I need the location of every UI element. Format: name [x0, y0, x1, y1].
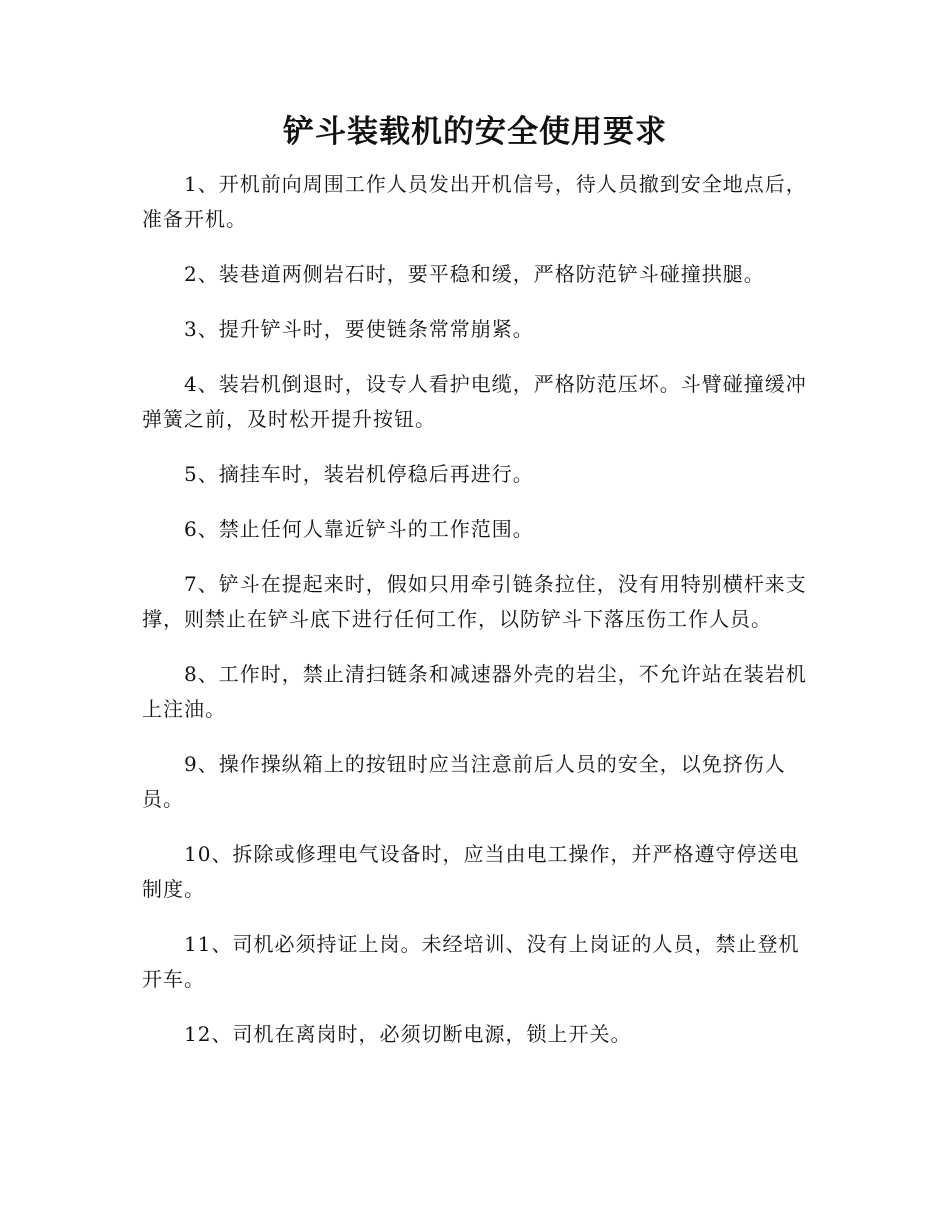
- paragraph-9: 9、操作操纵箱上的按钮时应当注意前后人员的安全，以免挤伤人员。: [142, 752, 786, 811]
- paragraph-10: 10、拆除或修理电气设备时，应当由电工操作，并严格遵守停送电制度。: [142, 842, 800, 901]
- paragraph-1: 1、开机前向周围工作人员发出开机信号，待人员撤到安全地点后，准备开机。: [142, 172, 807, 231]
- paragraph-11: 11、司机必须持证上岗。未经培训、没有上岗证的人员，禁止登机开车。: [142, 932, 800, 991]
- paragraph-5: 5、摘挂车时，装岩机停稳后再进行。: [184, 462, 534, 486]
- paragraph-12: 12、司机在离岗时，必须切断电源，锁上开关。: [184, 1022, 632, 1046]
- paragraph-6: 6、禁止任何人靠近铲斗的工作范围。: [184, 517, 534, 541]
- paragraph-7: 7、铲斗在提起来时，假如只用牵引链条拉住，没有用特别横杆来支撑，则禁止在铲斗底下进行任何工作，以防铲斗下落压伤工作人员。: [142, 572, 807, 631]
- document-title: 铲斗装载机的安全使用要求: [283, 114, 667, 150]
- document-body: [142, 167, 810, 1072]
- paragraph-4: 4、装岩机倒退时，设专人看护电缆，严格防范压坏。斗臂碰撞缓冲弹簧之前，及时松开提升按钮。: [142, 372, 807, 431]
- paragraph-2: 2、装巷道两侧岩石时，要平稳和缓，严格防范铲斗碰撞拱腿。: [184, 262, 765, 286]
- paragraph-8: 8、工作时，禁止清扫链条和减速器外壳的岩尘，不允许站在装岩机上注油。: [142, 662, 807, 721]
- paragraph-3: 3、提升铲斗时，要使链条常常崩紧。: [184, 317, 534, 341]
